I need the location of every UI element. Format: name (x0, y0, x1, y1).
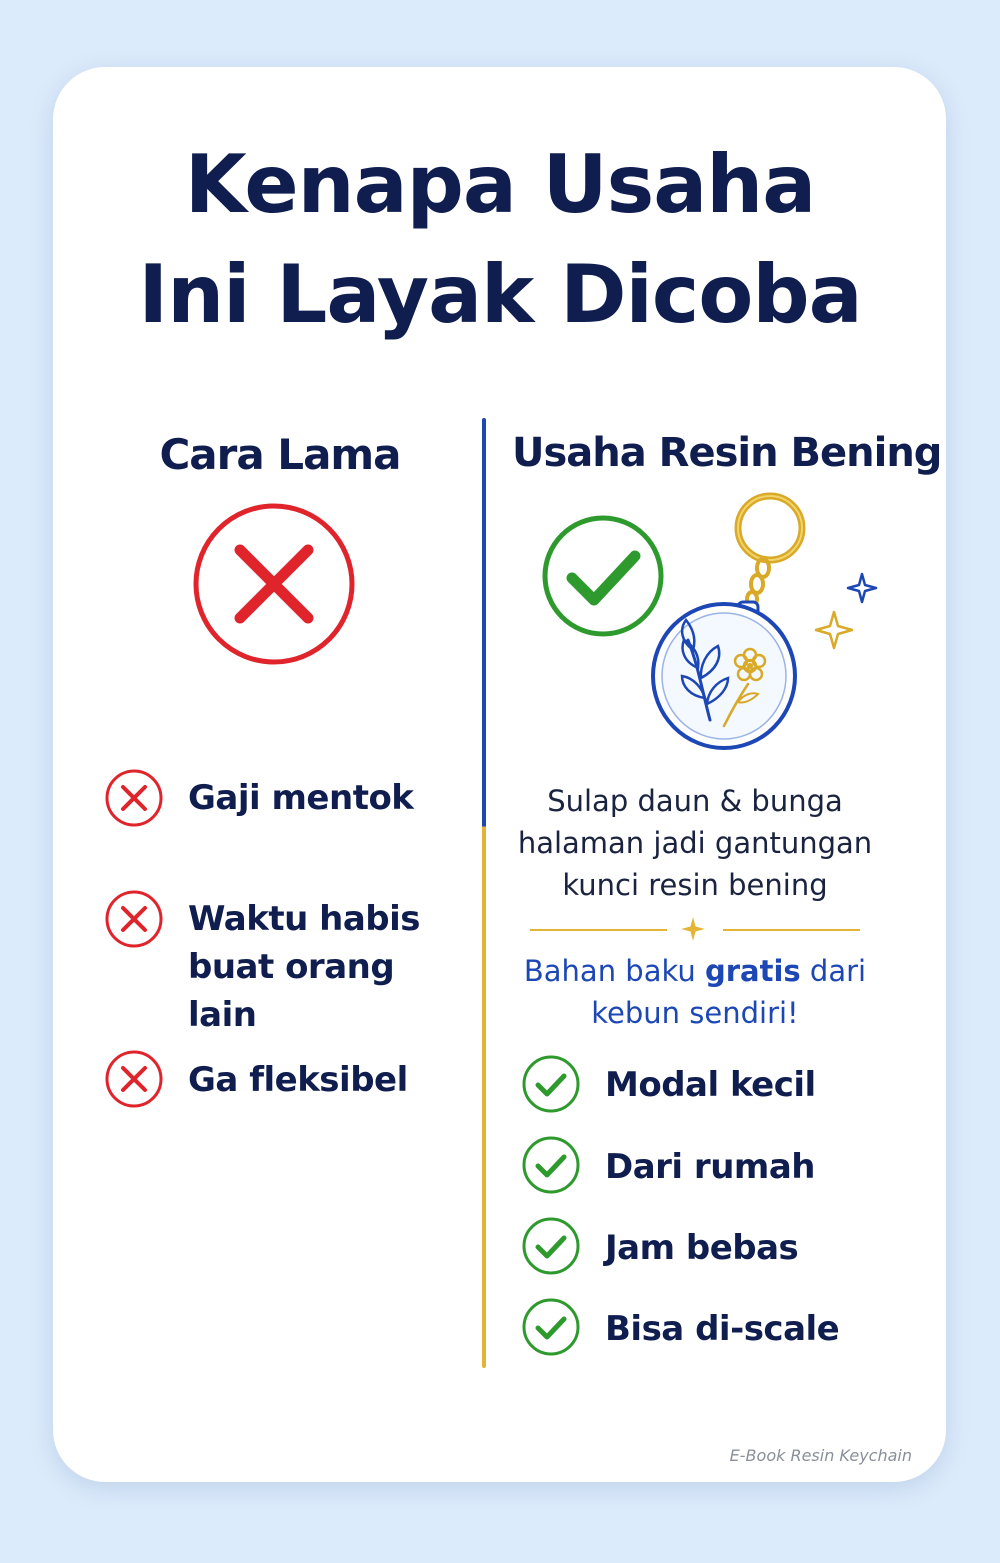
title-line-1: Kenapa Usaha (184, 138, 816, 231)
new-way-item-hours: Jam bebas (605, 1228, 799, 1268)
gold-separator (530, 914, 860, 944)
title-line-2: Ini Layak Dicoba (138, 248, 862, 341)
highlight-after: dari kebun sendiri! (591, 954, 867, 1030)
new-way-item-capital: Modal kecil (605, 1065, 816, 1105)
x-circle-icon (103, 1048, 165, 1110)
highlight-before: Bahan baku (523, 954, 705, 988)
check-circle-icon (520, 1134, 582, 1196)
resin-keychain-icon (640, 490, 890, 750)
x-circle-icon (190, 500, 358, 668)
new-way-description: Sulap daun & bunga halaman jadi gantungan kunci resin bening (517, 784, 873, 902)
x-circle-icon (103, 767, 165, 829)
free-material-highlight (510, 950, 880, 1034)
page-title (0, 130, 1000, 350)
sparkle-icon (680, 916, 706, 942)
x-circle-icon (103, 888, 165, 950)
new-way-item-home: Dari rumah (605, 1147, 815, 1187)
old-way-heading: Cara Lama (159, 430, 401, 479)
column-divider (482, 418, 486, 1368)
old-way-item-time: Waktu habis buat orang lain (188, 899, 421, 1035)
check-circle-icon (520, 1296, 582, 1358)
check-circle-icon (520, 1053, 582, 1115)
highlight-bold: gratis (705, 954, 801, 988)
footer-credit: E-Book Resin Keychain (729, 1446, 912, 1465)
check-circle-icon (520, 1215, 582, 1277)
new-way-heading: Usaha Resin Bening (512, 430, 942, 476)
old-way-item-flexibility: Ga fleksibel (188, 1060, 408, 1100)
new-way-item-scale: Bisa di-scale (605, 1309, 840, 1349)
old-way-item-salary: Gaji mentok (188, 778, 414, 818)
